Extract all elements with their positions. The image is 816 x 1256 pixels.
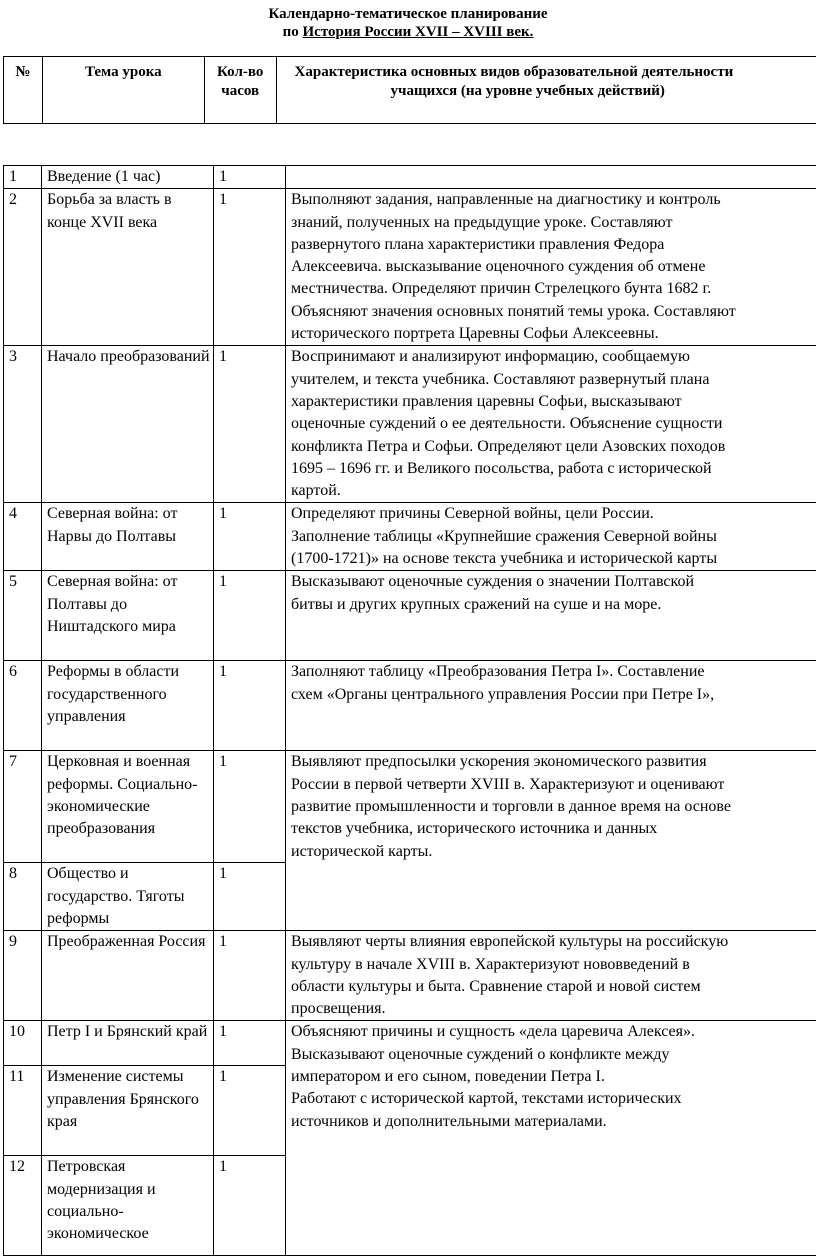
- row-activity: [286, 661, 816, 751]
- lesson-table: [3, 165, 816, 1256]
- row-topic: Преображенная Россия: [42, 931, 214, 1021]
- row-num: 2: [4, 189, 42, 346]
- activity-line: источников и дополнительными материалами.: [291, 1111, 816, 1133]
- table-row: [4, 571, 816, 661]
- row-hours: 1: [214, 1021, 286, 1066]
- activity-line: Выявляют предпосылки ускорения экономического развития: [291, 751, 816, 773]
- row-activity: [286, 503, 816, 571]
- activity-line: развернутого плана характеристики правления Федора: [291, 234, 816, 256]
- activity-line: Объясняют значения основных понятий темы урока. Составляют: [291, 301, 816, 323]
- activity-line: (1700-1721)» на основе текста учебника и исторической карты: [291, 548, 816, 570]
- row-hours: 1: [214, 346, 286, 503]
- document-title: Календарно-тематическое планирование: [0, 5, 816, 23]
- activity-line: исторического портрета Царевны Софьи Алексеевны.: [291, 323, 816, 345]
- activity-line: культуру в начале XVIII в. Характеризуют нововведений в: [291, 954, 816, 976]
- activity-line: 1695 – 1696 гг. и Великого посольства, работа с исторической: [291, 458, 816, 480]
- activity-line: Высказывают оценочные суждения о значении Полтавской: [291, 571, 816, 593]
- row-topic: Петровская модернизация и социально-экономическое: [42, 1156, 214, 1256]
- activity-line: Определяют причины Северной войны, цели России.: [291, 503, 816, 525]
- header-hours-line2: часов: [221, 83, 259, 99]
- activity-line: императором и его сыном, поведении Петра I.: [291, 1066, 816, 1088]
- activity-line: Заполнение таблицы «Крупнейшие сражения Северной войны: [291, 526, 816, 548]
- row-hours: 1: [214, 503, 286, 571]
- subtitle-prefix: по: [283, 24, 303, 40]
- row-topic: Введение (1 час): [42, 166, 214, 189]
- activity-line: знаний, полученных на предыдущие уроке. Составляют: [291, 212, 816, 234]
- activity-line: Заполняют таблицу «Преобразования Петра I». Составление: [291, 661, 816, 683]
- header-activity-line2: учащихся (на уровне учебных действий): [295, 83, 665, 99]
- row-activity: [286, 166, 816, 189]
- activity-line: области культуры и быта. Сравнение старой и новой систем: [291, 976, 816, 998]
- activity-line: текстов учебника, исторического источника и данных: [291, 818, 816, 840]
- row-topic: Начало преобразований: [42, 346, 214, 503]
- subtitle-subject: История России XVII – XVIII век.: [303, 24, 534, 40]
- activity-line: Воспринимают и анализируют информацию, сообщаемую: [291, 346, 816, 368]
- row-num: 3: [4, 346, 42, 503]
- row-hours: 1: [214, 661, 286, 751]
- row-num: 8: [4, 863, 42, 931]
- activity-line: схем «Органы центрального управления России при Петре I»,: [291, 684, 816, 706]
- row-num: 12: [4, 1156, 42, 1256]
- row-topic: Северная война: от Нарвы до Полтавы: [42, 503, 214, 571]
- row-activity: [286, 571, 816, 661]
- row-topic: Церковная и военная реформы. Социально-экономические преобразования: [42, 751, 214, 863]
- row-topic: Петр I и Брянский край: [42, 1021, 214, 1066]
- row-activity: [286, 751, 816, 931]
- activity-line: местничества. Определяют причин Стрелецкого бунта 1682 г.: [291, 278, 816, 300]
- activity-line: Алексеевича. высказывание оценочного суждения об отмене: [291, 256, 816, 278]
- document-subtitle: [0, 23, 816, 41]
- activity-line: просвещения.: [291, 998, 816, 1020]
- row-activity: [286, 189, 816, 346]
- row-num: 5: [4, 571, 42, 661]
- row-num: 6: [4, 661, 42, 751]
- activity-line: Объясняют причины и сущность «дела царевича Алексея».: [291, 1021, 816, 1043]
- row-topic: Северная война: от Полтавы до Ништадского мира: [42, 571, 214, 661]
- header-hours: [204, 57, 276, 124]
- activity-line: исторической карты.: [291, 841, 816, 863]
- row-num: 10: [4, 1021, 42, 1066]
- activity-line: конфликта Петра и Софьи. Определяют цели Азовских походов: [291, 436, 816, 458]
- row-topic: Борьба за власть в конце XVII века: [42, 189, 214, 346]
- row-num: 4: [4, 503, 42, 571]
- row-activity: [286, 931, 816, 1021]
- header-hours-line1: Кол-во: [217, 64, 263, 80]
- header-activity: [276, 57, 816, 124]
- header-activity-line1: Характеристика основных видов образовательной деятельности: [295, 64, 734, 80]
- header-topic: Тема урока: [42, 57, 204, 124]
- row-hours: 1: [214, 166, 286, 189]
- activity-line: Работают с исторической картой, текстами исторических: [291, 1088, 816, 1110]
- activity-line: оценочные суждений о ее деятельности. Объяснение сущности: [291, 413, 816, 435]
- activity-line: Выявляют черты влияния европейской культуры на российскую: [291, 931, 816, 953]
- row-topic: Изменение системы управления Брянского края: [42, 1066, 214, 1156]
- activity-line: России в первой четверти XVIII в. Характеризуют и оценивают: [291, 774, 816, 796]
- activity-line: характеристики правления царевны Софьи, высказывают: [291, 391, 816, 413]
- row-hours: 1: [214, 751, 286, 863]
- table-row: [4, 503, 816, 571]
- row-activity: [286, 346, 816, 503]
- table-row: [4, 751, 816, 863]
- table-row: [4, 1021, 816, 1066]
- table-row: [4, 166, 816, 189]
- header-table: [3, 56, 816, 124]
- activity-line: Высказывают оценочные суждений о конфликте между: [291, 1044, 816, 1066]
- table-row: [4, 661, 816, 751]
- activity-line: картой.: [291, 480, 816, 502]
- activity-line: развитие промышленности и торговли в данное время на основе: [291, 796, 816, 818]
- header-num: №: [4, 57, 43, 124]
- row-hours: 1: [214, 1156, 286, 1256]
- activity-line: учителем, и текста учебника. Составляют развернутый плана: [291, 369, 816, 391]
- table-row: [4, 346, 816, 503]
- row-num: 9: [4, 931, 42, 1021]
- row-hours: 1: [214, 931, 286, 1021]
- activity-line: Выполняют задания, направленные на диагностику и контроль: [291, 189, 816, 211]
- row-topic: Реформы в области государственного управления: [42, 661, 214, 751]
- row-topic: Общество и государство. Тяготы реформы: [42, 863, 214, 931]
- row-activity: [286, 1021, 816, 1256]
- row-hours: 1: [214, 863, 286, 931]
- table-row: [4, 931, 816, 1021]
- activity-line: битвы и других крупных сражений на суше и на море.: [291, 594, 816, 616]
- row-num: 1: [4, 166, 42, 189]
- row-num: 7: [4, 751, 42, 863]
- table-row: [4, 189, 816, 346]
- row-hours: 1: [214, 571, 286, 661]
- row-num: 11: [4, 1066, 42, 1156]
- row-hours: 1: [214, 189, 286, 346]
- row-hours: 1: [214, 1066, 286, 1156]
